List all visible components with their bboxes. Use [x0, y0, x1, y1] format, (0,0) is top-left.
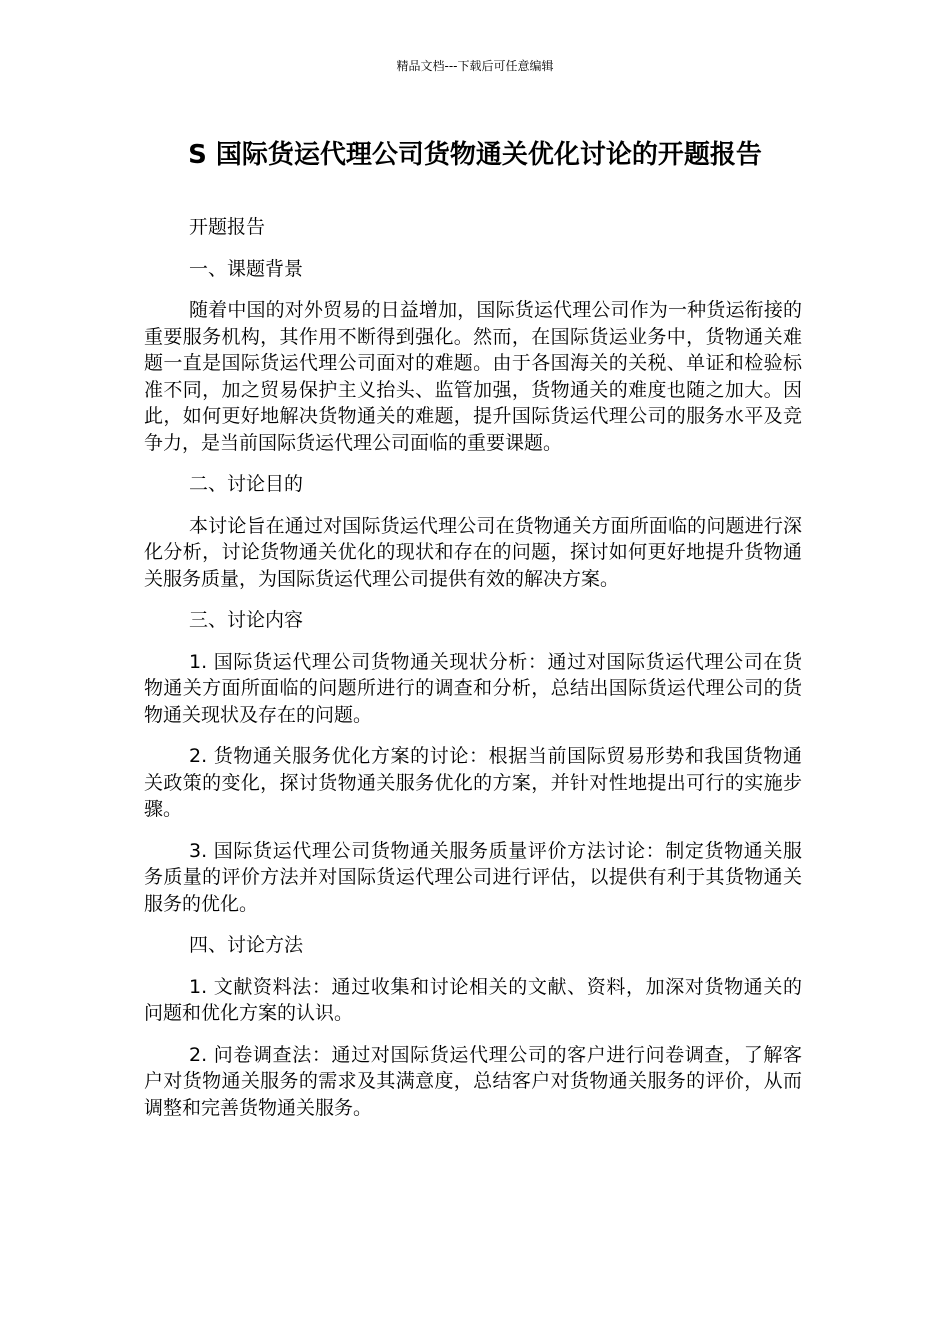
paragraph-method-1: 1. 文献资料法：通过收集和讨论相关的文献、资料，加深对货物通关的问题和优化方案的认识。: [144, 975, 802, 1024]
section-heading-methods: 四、讨论方法: [189, 934, 304, 956]
document-body: [144, 214, 802, 1136]
section-heading-background: 一、课题背景: [189, 257, 304, 280]
paragraph-purpose: 本讨论旨在通过对国际货运代理公司在货物通关方面所面临的问题进行深化分析，讨论货物通关优化的现状和存在的问题，探讨如何更好地提升货物通关服务质量，为国际货运代理公司提供有效的解决方案。: [144, 514, 802, 590]
paragraph-content-2: 2. 货物通关服务优化方案的讨论：根据当前国际贸易形势和我国货物通关政策的变化，探讨货物通关服务优化的方案，并针对性地提出可行的实施步骤。: [144, 745, 802, 820]
paragraph-content-1: 1. 国际货运代理公司货物通关现状分析：通过对国际货运代理公司在货物通关方面所面临的问题所进行的调查和分析，总结出国际货运代理公司的货物通关现状及存在的问题。: [144, 650, 802, 726]
section-heading-content: 三、讨论内容: [189, 609, 304, 631]
section-heading-purpose: 二、讨论目的: [189, 473, 304, 495]
paragraph-method-2: 2. 问卷调查法：通过对国际货运代理公司的客户进行问卷调查，了解客户对货物通关服务的需求及其满意度，总结客户对货物通关服务的评价，从而调整和完善货物通关服务。: [144, 1043, 802, 1119]
report-label: 开题报告: [189, 216, 266, 238]
document-title: S 国际货运代理公司货物通关优化讨论的开题报告: [188, 140, 762, 170]
paragraph-background: 随着中国的对外贸易的日益增加，国际货运代理公司作为一种货运衔接的重要服务机构，其作用不断得到强化。然而，在国际货运业务中，货物通关难题一直是国际货运代理公司面对的难题。由于各国海关的关税、单证和检验标准不同，加之贸易保护主义抬头、监管加强，货物通关的难度也随之加大。因此，如何更好地解决货物通关的难题，提升国际货运代理公司的服务水平及竞争力，是当前国际货运代理公司面临的重要课题。: [144, 299, 802, 454]
paragraph-content-3: 3. 国际货运代理公司货物通关服务质量评价方法讨论：制定货物通关服务质量的评价方法并对国际货运代理公司进行评估，以提供有利于其货物通关服务的优化。: [144, 839, 802, 915]
header-note: 精品文档---下载后可任意编辑: [396, 59, 554, 73]
